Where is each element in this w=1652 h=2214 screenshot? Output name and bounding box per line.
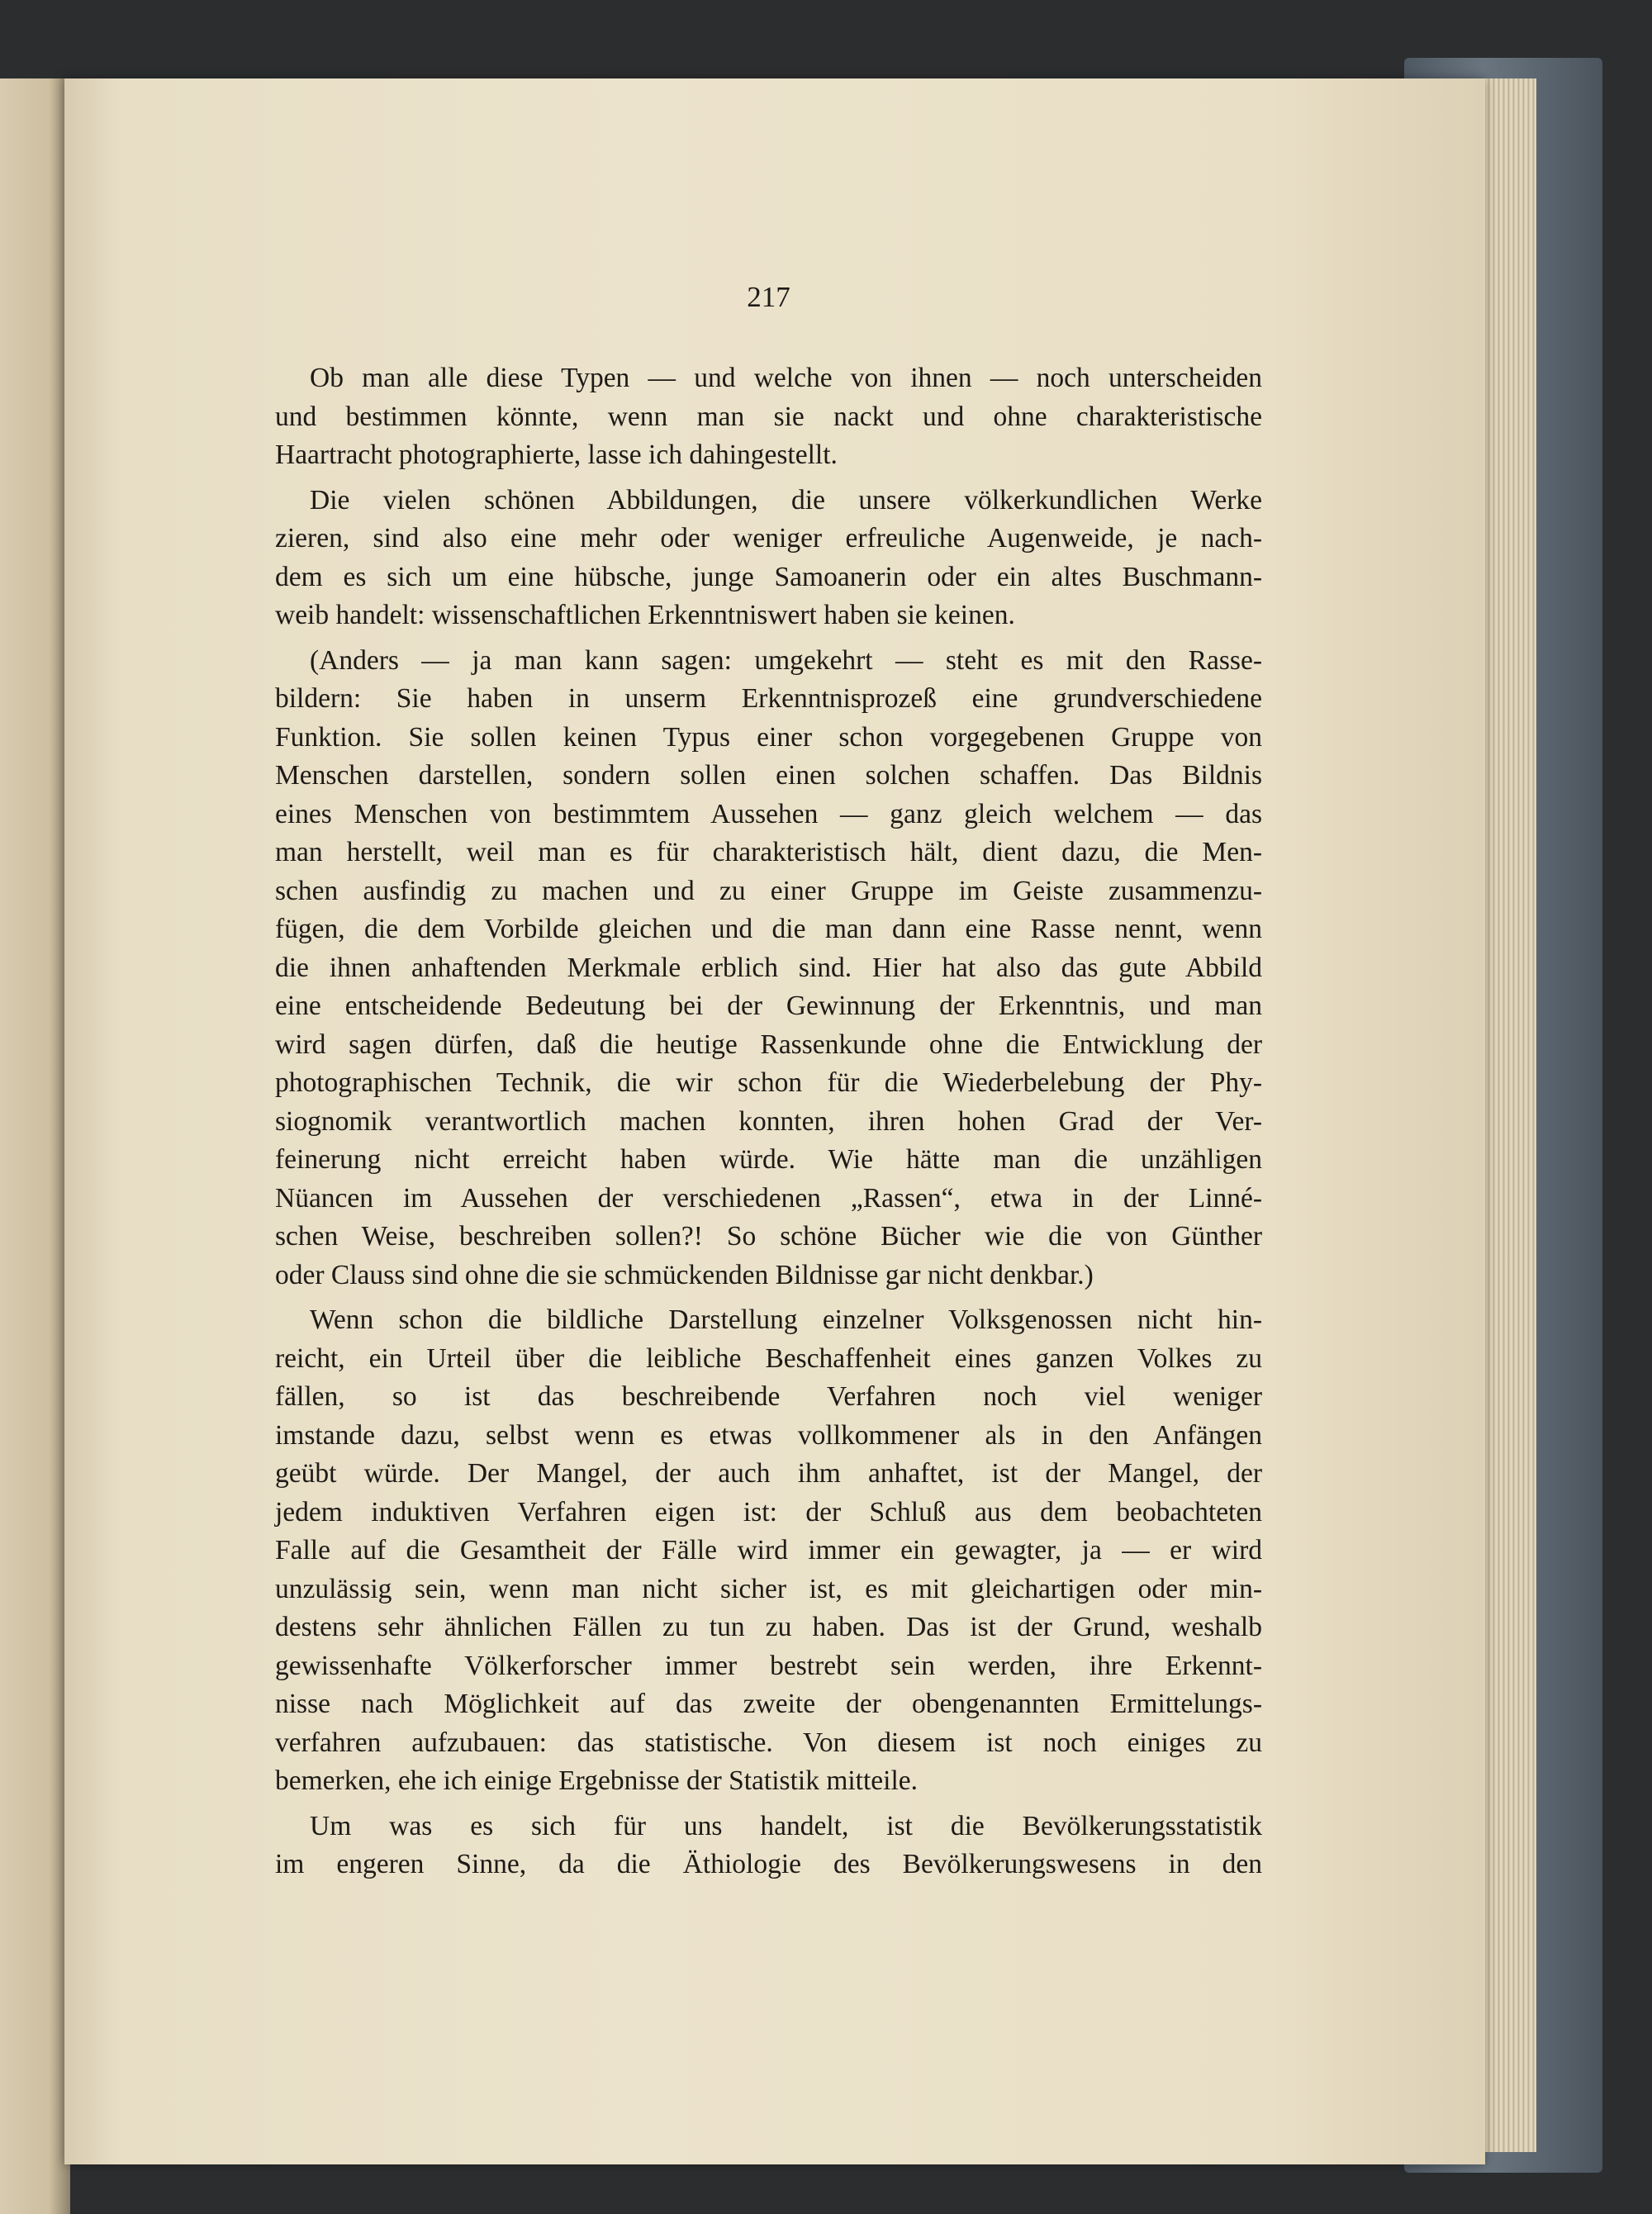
text-line: wird sagen dürfen, daß die heutige Rassenkunde ohne die Entwicklung der: [275, 1029, 1262, 1060]
text-line: imstande dazu, selbst wenn es etwas vollkommener als in den Anfängen: [275, 1419, 1262, 1451]
text-line: eine entscheidende Bedeutung bei der Gewinnung der Erkenntnis, und man: [275, 991, 1262, 1021]
text-line: oder Clauss sind ohne die sie schmückenden Bildnisse gar nicht denkbar.): [275, 1259, 1094, 1290]
paragraph: [275, 642, 1262, 1295]
text-line: bemerken, ehe ich einige Ergebnisse der Statistik mitteile.: [275, 1765, 919, 1796]
text-line: photographischen Technik, die wir schon für die Wiederbelebung der Phy-: [275, 1067, 1262, 1098]
text-line: Die vielen schönen Abbildungen, die unsere völkerkundlichen Werke: [310, 484, 1262, 515]
text-line: Haartracht photographierte, lasse ich dahingestellt.: [275, 439, 838, 470]
text-line: dem es sich um eine hübsche, junge Samoanerin oder ein altes Buschmann-: [275, 561, 1262, 592]
text-line: schen Weise, beschreiben sollen?! So schöne Bücher wie die von Günther: [275, 1221, 1262, 1252]
text-block: [275, 277, 1262, 1884]
text-line: geübt würde. Der Mangel, der auch ihm anhaftet, ist der Mangel, der: [275, 1458, 1262, 1489]
text-line: fällen, so ist das beschreibende Verfahren noch viel weniger: [275, 1381, 1262, 1412]
text-line: die ihnen anhaftenden Merkmale erblich sind. Hier hat also das gute Abbild: [275, 952, 1262, 983]
paragraph: [275, 1808, 1262, 1884]
text-line: Wenn schon die bildliche Darstellung einzelner Volksgenossen nicht hin-: [310, 1304, 1262, 1335]
book-page: [64, 78, 1485, 2164]
page-number: 217: [747, 281, 790, 313]
text-line: feinerung nicht erreicht haben würde. Wie hätte man die unzähligen: [275, 1144, 1262, 1175]
text-line: reicht, ein Urteil über die leibliche Beschaffenheit eines ganzen Volkes zu: [275, 1342, 1262, 1374]
paragraph: [275, 482, 1262, 635]
text-line: siognomik verantwortlich machen konnten, ihren hohen Grad der Ver-: [275, 1105, 1262, 1137]
text-line: gewissenhafte Völkerforscher immer bestrebt sein werden, ihre Erkennt-: [275, 1650, 1262, 1681]
text-line: und bestimmen könnte, wenn man sie nackt und ohne charakteristische: [275, 401, 1262, 432]
text-line: Funktion. Sie sollen keinen Typus einer schon vorgegebenen Gruppe von: [275, 721, 1262, 753]
text-line: nisse nach Möglichkeit auf das zweite der obengenannten Ermittelungs-: [275, 1689, 1262, 1719]
text-line: Menschen darstellen, sondern sollen einen solchen schaffen. Das Bildnis: [275, 760, 1262, 791]
text-line: bildern: Sie haben in unserm Erkenntnisprozeß eine grundverschiedene: [275, 683, 1262, 714]
text-line: Um was es sich für uns handelt, ist die Bevölkerungsstatistik: [310, 1810, 1262, 1841]
paragraph: [275, 359, 1262, 475]
left-page-edge: [0, 78, 70, 2214]
text-line: (Anders — ja man kann sagen: umgekehrt — steht es mit den Rasse-: [310, 644, 1262, 676]
text-line: weib handelt: wissenschaftlichen Erkenntniswert haben sie keinen.: [275, 600, 1015, 630]
text-line: destens sehr ähnlichen Fällen zu tun zu haben. Das ist der Grund, weshalb: [275, 1612, 1262, 1642]
text-line: Nüancen im Aussehen der verschiedenen „Rassen“, etwa in der Linné-: [275, 1182, 1262, 1214]
text-line: jedem induktiven Verfahren eigen ist: der Schluß aus dem beobachteten: [275, 1496, 1262, 1527]
text-line: unzulässig sein, wenn man nicht sicher ist, es mit gleichartigen oder min-: [275, 1573, 1262, 1604]
text-line: fügen, die dem Vorbilde gleichen und die man dann eine Rasse nennt, wenn: [275, 914, 1262, 944]
text-line: Falle auf die Gesamtheit der Fälle wird immer ein gewagter, ja — er wird: [275, 1535, 1262, 1565]
paragraph: [275, 1301, 1262, 1801]
text-line: verfahren aufzubauen: das statistische. Von diesem ist noch einiges zu: [275, 1727, 1262, 1758]
text-line: Ob man alle diese Typen — und welche von ihnen — noch unterscheiden: [310, 363, 1262, 393]
text-line: im engeren Sinne, da die Äthiologie des Bevölkerungswesens in den: [275, 1849, 1262, 1879]
text-line: schen ausfindig zu machen und zu einer Gruppe im Geiste zusammenzu-: [275, 875, 1262, 906]
text-line: man herstellt, weil man es für charakteristisch hält, dient dazu, die Men-: [275, 837, 1262, 867]
text-line: zieren, sind also eine mehr oder weniger erfreuliche Augenweide, je nach-: [275, 523, 1262, 554]
text-line: eines Menschen von bestimmtem Aussehen — ganz gleich welchem — das: [275, 798, 1262, 829]
